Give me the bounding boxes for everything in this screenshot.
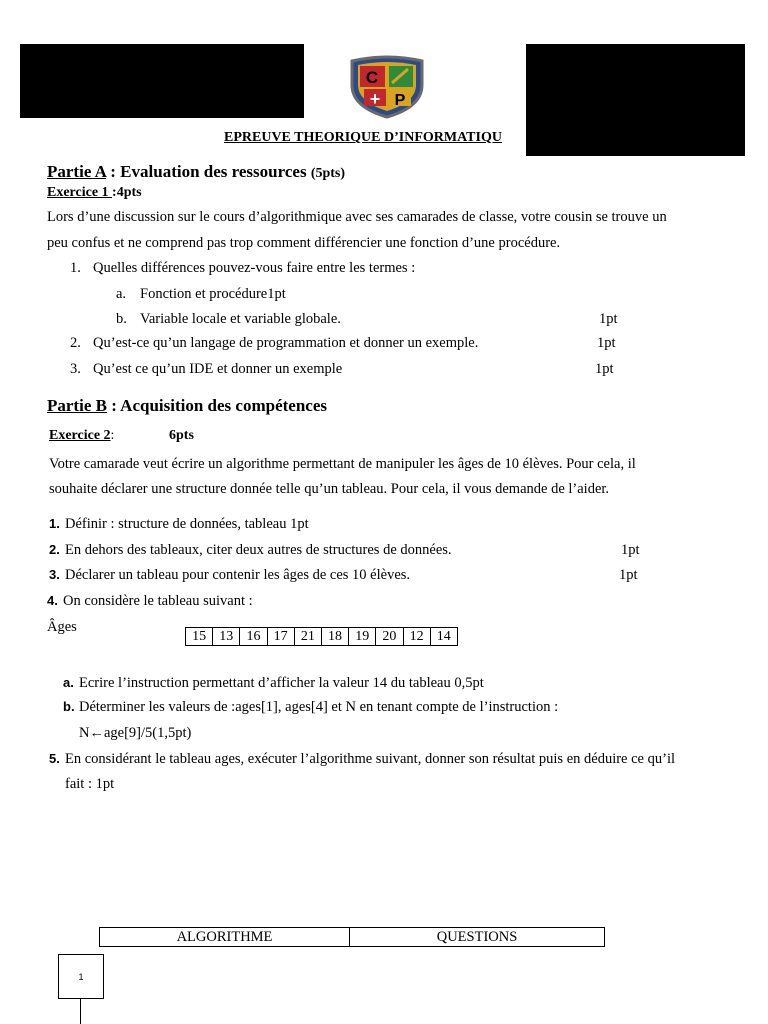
algorithm-column-header: ALGORITHME [100, 928, 350, 947]
logo-letter-p: P [394, 92, 406, 109]
exercise2-points: 6pts [169, 428, 194, 443]
ages-cell: 14 [430, 628, 457, 646]
algorithm-table [99, 927, 605, 947]
redacted-block-left [20, 44, 304, 118]
partA-q2-points: 1pt [597, 335, 616, 351]
partB-q4b-instruction: N←age[9]/5(1,5pt) [79, 725, 192, 741]
logo-cross: + [369, 89, 381, 109]
partB-q3-points: 1pt [619, 567, 638, 583]
partA-title: : Evaluation des ressources [106, 162, 311, 181]
ages-label: Âges [47, 619, 77, 635]
ages-cell: 16 [240, 628, 267, 646]
partB-q3-number: 3. [49, 567, 60, 582]
school-logo [346, 55, 428, 119]
partA-q1b-points: 1pt [599, 311, 618, 327]
partB-q1-text: Définir : structure de données, tableau 1pt [65, 516, 309, 532]
partA-q1-number: 1. [70, 260, 81, 276]
partB-q3-text: Déclarer un tableau pour contenir les âges de ces 10 élèves. [65, 567, 411, 583]
partB-q5-number: 5. [49, 751, 60, 766]
ages-cell: 15 [186, 628, 213, 646]
ages-table [185, 627, 458, 646]
exercise2-label: Exercice 2 [49, 428, 111, 443]
partA-q2-number: 2. [70, 335, 81, 351]
partB-heading [47, 396, 327, 416]
partB-q4b-letter: b. [63, 699, 75, 714]
ages-cell: 13 [213, 628, 240, 646]
questions-column-header: QUESTIONS [350, 928, 605, 947]
partB-q5-line2: fait : 1pt [65, 776, 115, 792]
partB-q4-number: 4. [47, 593, 58, 608]
ages-row [186, 628, 458, 646]
ages-cell: 12 [403, 628, 430, 646]
algorithm-table-header [100, 928, 605, 947]
logo-letter-c: C [365, 68, 379, 87]
partB-q1-number: 1. [49, 516, 60, 531]
exercise1-heading [47, 184, 142, 202]
ages-cell: 17 [267, 628, 294, 646]
partB-label: Partie B [47, 396, 107, 415]
partA-q3-points: 1pt [595, 361, 614, 377]
partA-q1a-letter: a. [116, 286, 127, 302]
exercise1-points: :4pts [112, 185, 142, 200]
partA-q2-text: Qu’est-ce qu’un langage de programmation et donner un exemple. [93, 335, 479, 351]
exercise1-intro-line2: peu confus et ne comprend pas trop comment différencier une fonction d’une procédure. [47, 235, 561, 251]
exercise2-colon: : [110, 428, 115, 443]
partB-q4a-letter: a. [63, 675, 74, 690]
partB-q2-text: En dehors des tableaux, citer deux autres de structures de données. [65, 542, 452, 558]
partB-q2-points: 1pt [621, 542, 640, 558]
page-number-connector-line [80, 998, 81, 1024]
ages-cell: 19 [349, 628, 376, 646]
partA-label: Partie A [47, 162, 107, 181]
exam-title: EPREUVE THEORIQUE D’INFORMATIQU [224, 130, 502, 145]
ages-cell: 18 [321, 628, 348, 646]
partA-q1b-text: Variable locale et variable globale. [140, 311, 341, 327]
partB-q2-number: 2. [49, 542, 60, 557]
partB-q4a-text: Ecrire l’instruction permettant d’afficher la valeur 14 du tableau 0,5pt [79, 675, 484, 691]
exercise2-heading [49, 427, 114, 445]
partA-q1a-text: Fonction et procédure1pt [140, 286, 286, 302]
partB-q5-line1: En considérant le tableau ages, exécuter l’algorithme suivant, donner son résultat puis en déduire ce qu’il [65, 751, 675, 767]
partB-q4-text: On considère le tableau suivant : [63, 593, 253, 609]
partA-q3-number: 3. [70, 361, 81, 377]
partA-points: (5pts) [310, 166, 346, 181]
page-number: 1 [58, 954, 104, 999]
exercise1-label: Exercice 1 [47, 185, 113, 200]
exercise2-intro-line1: Votre camarade veut écrire un algorithme permettant de manipuler les âges de 10 élèves. Pour cela, il [49, 456, 636, 472]
exercise1-intro-line1: Lors d’une discussion sur le cours d’algorithmique avec ses camarades de classe, votre cousin se trouve un [47, 209, 667, 225]
ages-cell: 20 [376, 628, 403, 646]
redacted-block-right [526, 44, 745, 156]
partA-q1-text: Quelles différences pouvez-vous faire entre les termes : [93, 260, 416, 276]
partA-heading [47, 162, 345, 184]
partA-q3-text: Qu’est ce qu’un IDE et donner un exemple [93, 361, 343, 377]
exercise2-intro-line2: souhaite déclarer une structure donnée telle qu’un tableau. Pour cela, il vous demande de l’aider. [49, 481, 610, 497]
ages-cell: 21 [294, 628, 321, 646]
partA-q1b-letter: b. [116, 311, 127, 327]
partB-title: : Acquisition des compétences [106, 396, 327, 415]
partB-q4b-text: Déterminer les valeurs de :ages[1], ages[4] et N en tenant compte de l’instruction : [79, 699, 559, 715]
